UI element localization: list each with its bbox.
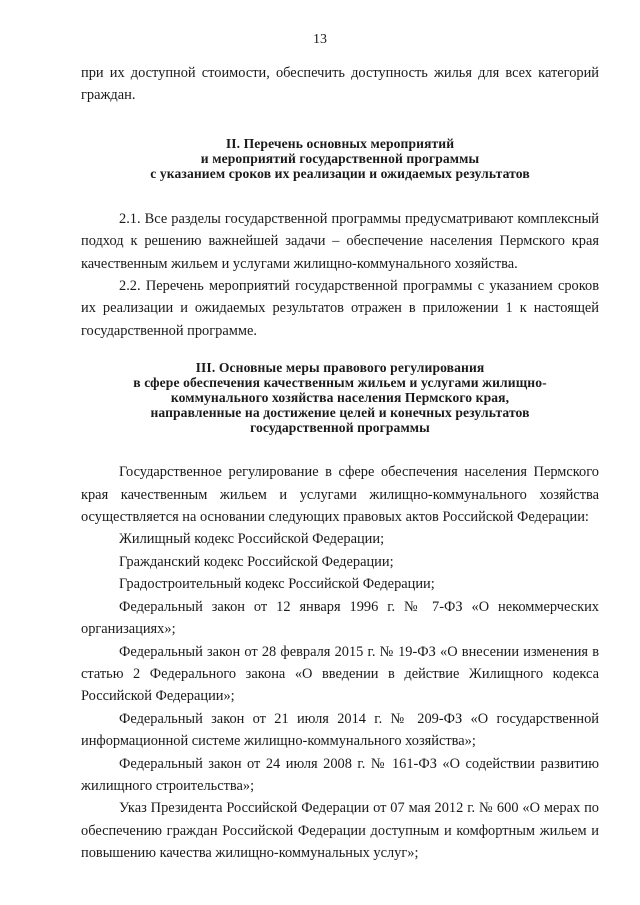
heading-line: государственной программы bbox=[250, 420, 430, 436]
page-number: 13 bbox=[313, 32, 327, 47]
legal-act-item: Указ Президента Российской Федерации от 07 мая 2012 г. № 600 «О мерах по обеспечению граждан Российской Федерации доступным и комфортным жильем и повышению качества жилищно-коммунальных услуг»; bbox=[81, 800, 599, 862]
heading-line: коммунального хозяйства населения Пермского края, bbox=[170, 390, 510, 406]
document-body bbox=[81, 62, 599, 865]
paragraph-2-2: 2.2. Перечень мероприятий государственной программы с указанием сроков их реализации и ожидаемых результатов отражен в приложении 1 к настоящей государственной программе. bbox=[81, 278, 599, 339]
heading-line: III. Основные меры правового регулирования bbox=[195, 360, 485, 376]
legal-act-item: Жилищный кодекс Российской Федерации; bbox=[119, 531, 385, 548]
paragraph-2-1: 2.1. Все разделы государственной программы предусматривают комплексный подход к решению важнейшей задачи – обеспечение населения Пермского края качественным жильем и услугами жилищно-коммунального хозяйства. bbox=[81, 210, 599, 272]
section-2-heading bbox=[81, 136, 599, 181]
heading-line: и мероприятий государственной программы bbox=[200, 150, 480, 166]
section-3-intro: Государственное регулирование в сфере обеспечения населения Пермского края качественным жильем и услугами жилищно-коммунального хозяйства осуществляется на основании следующих правовых актов Российской Федерации: bbox=[81, 464, 599, 526]
legal-act-item: Федеральный закон от 21 июля 2014 г. № 209-ФЗ «О государственной информационной системе жилищно-коммунального хозяйства»; bbox=[81, 710, 599, 750]
heading-line: в сфере обеспечения качественным жильем и услугами жилищно- bbox=[133, 375, 547, 391]
legal-act-item: Градостроительный кодекс Российской Федерации; bbox=[119, 576, 435, 593]
legal-act-item: Федеральный закон от 12 января 1996 г. № 7-ФЗ «О некоммерческих организациях»; bbox=[81, 598, 599, 638]
heading-line: с указанием сроков их реализации и ожидаемых результатов bbox=[150, 165, 530, 181]
heading-line: II. Перечень основных мероприятий bbox=[225, 135, 455, 151]
legal-act-item: Гражданский кодекс Российской Федерации; bbox=[119, 553, 394, 570]
legal-act-item: Федеральный закон от 24 июля 2008 г. № 161-ФЗ «О содействии развитию жилищного строительства»; bbox=[81, 755, 599, 794]
heading-line: направленные на достижение целей и конечных результатов bbox=[150, 405, 530, 421]
intro-paragraph: при их доступной стоимости, обеспечить доступность жилья для всех категорий граждан. bbox=[81, 65, 599, 104]
legal-act-item: Федеральный закон от 28 февраля 2015 г. № 19-ФЗ «О внесении изменения в статью 2 Федерального закона «О введении в действие Жилищного кодекса Российской Федерации»; bbox=[81, 643, 599, 705]
section-3-heading bbox=[81, 360, 599, 435]
